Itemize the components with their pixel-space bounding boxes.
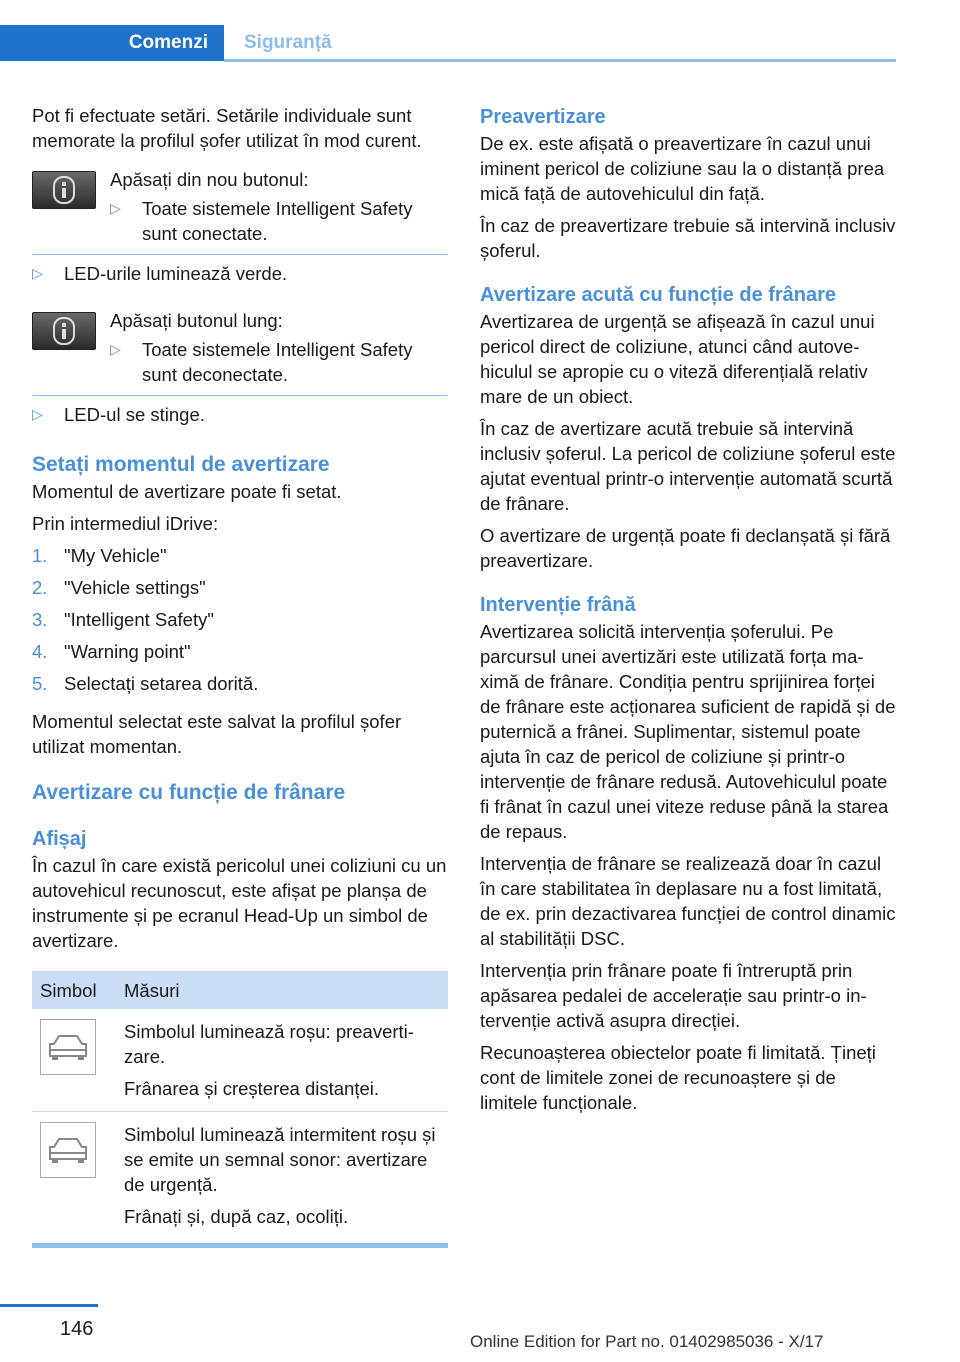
intelligent-safety-button-icon bbox=[32, 312, 96, 350]
button-long-press-instruction bbox=[32, 308, 448, 387]
acute-paragraph-1: Avertizarea de urgență se afișează în cazul unui pericol direct de coliziune, atunci când autovehiculul se apropie cu o viteză diferențială relativ mare de un obiect. bbox=[480, 311, 875, 407]
intervention-paragraph-3: Intervenția prin frânare poate fi întreruptă prin apăsarea pedalei de accelerație sau printr-o intervenție activă asupra direcției. bbox=[480, 960, 867, 1031]
divider bbox=[32, 254, 448, 255]
list-item: 2. "Vehicle settings" bbox=[32, 577, 206, 598]
saved-paragraph: Momentul selectat este salvat la profilul șofer utilizat momentan. bbox=[32, 711, 402, 757]
intervention-paragraph-4: Recunoașterea obiectelor poate fi limitată. Țineți cont de limitele zonei de recunoaștere și de limitele funcționale. bbox=[480, 1042, 876, 1113]
tab-comenzi[interactable]: Comenzi bbox=[0, 25, 224, 61]
tab-siguranta[interactable]: Siguranță bbox=[224, 25, 896, 61]
intervention-paragraph-1: Avertizarea solicită intervenția șoferului. Pe parcursul unei avertizări este utilizată forța maximă de frânare. Condiția pentru sprijinirea forței de frânare este acționarea suficient de rapidă și de puternică a frânei. Suplimentar, sistemul poate ajuta în caz de pericol de coliziune și printr-o intervenție de frânare redusă. Autovehiculul poate fi frânat în cazul unei viteze reduse până la starea de repaus. bbox=[480, 621, 896, 842]
acute-paragraph-2: În caz de avertizare acută trebuie să intervină inclusiv șoferul. La pericol de coliziune șoferul este ajutat eventual printr-o intervenție automată scurtă de frânare. bbox=[480, 418, 896, 514]
led-green-text: LED-urile luminează verde. bbox=[64, 263, 288, 284]
triangle-bullet-icon: ▷ bbox=[110, 341, 121, 357]
table-header-measures: Măsuri bbox=[116, 971, 448, 1009]
systems-on-text: Toate sistemele Intelligent Safety sunt conectate. bbox=[142, 198, 413, 244]
prewarning-paragraph-1: De ex. este afișată o preavertizare în cazul unui iminent pericol de coliziune sau la o distanță prea mică față de autovehiculul din față. bbox=[480, 133, 885, 204]
page-number: 146 bbox=[60, 1318, 94, 1340]
table-row bbox=[32, 1112, 448, 1240]
set-paragraph-1: Momentul de avertizare poate fi setat. bbox=[32, 481, 342, 502]
triangle-bullet-icon: ▷ bbox=[32, 406, 43, 422]
header-bar bbox=[0, 0, 896, 62]
heading-set-warning-time: Setați momentul de avertizare bbox=[32, 453, 330, 476]
acute-paragraph-3: O avertizare de urgență poate fi declanșată și fără preavertizare. bbox=[480, 525, 891, 571]
intelligent-safety-button-icon bbox=[32, 171, 96, 209]
set-paragraph-2: Prin intermediul iDrive: bbox=[32, 513, 219, 534]
triangle-bullet-icon: ▷ bbox=[110, 200, 121, 216]
symbol-table bbox=[32, 971, 448, 1239]
car-warning-icon bbox=[40, 1122, 96, 1178]
intervention-paragraph-2: Intervenția de frânare se realizează doar în cazul în care stabilitatea în deplasare nu a fost limitată, de ex. prin dezactivarea funcției de control dinamic al stabilității DSC. bbox=[480, 853, 896, 949]
table-bottom-border bbox=[32, 1243, 448, 1248]
heading-display: Afișaj bbox=[32, 828, 87, 850]
divider bbox=[32, 395, 448, 396]
page-number-rule bbox=[0, 1304, 98, 1307]
list-item: 5. Selectați setarea dorită. bbox=[32, 673, 259, 694]
header-underline bbox=[224, 59, 896, 62]
edition-footer: Online Edition for Part no. 01402985036 - X/17 bbox=[470, 1332, 824, 1351]
led-green-item bbox=[32, 261, 448, 286]
row2-action: Frânați și, după caz, ocoliți. bbox=[124, 1206, 349, 1227]
press-again-label: Apăsați din nou butonul: bbox=[110, 169, 309, 190]
table-header-symbol: Simbol bbox=[32, 971, 116, 1009]
button-press-instruction bbox=[32, 167, 448, 246]
heading-brake-warning: Avertizare cu funcție de frânare bbox=[32, 781, 346, 804]
heading-acute-warning: Avertizare acută cu funcție de frânare bbox=[480, 284, 837, 306]
intro-paragraph: Pot fi efectuate setări. Setările individuale sunt memorate la profilul șofer utilizat în mod curent. bbox=[32, 105, 422, 151]
row2-condition: Simbolul luminează intermitent roșu și se emite un semnal sonor: avertizare de urgență. bbox=[124, 1124, 436, 1195]
row1-condition: Simbolul luminează roșu: preavertizare. bbox=[124, 1021, 414, 1067]
systems-off-text: Toate sistemele Intelligent Safety sunt deconectate. bbox=[142, 339, 413, 385]
table-row bbox=[32, 1009, 448, 1112]
row1-action: Frânarea și creșterea distanței. bbox=[124, 1078, 380, 1099]
list-item: 3. "Intelligent Safety" bbox=[32, 609, 214, 630]
heading-brake-intervention: Intervenție frână bbox=[480, 594, 636, 616]
triangle-bullet-icon: ▷ bbox=[32, 265, 43, 281]
left-column bbox=[32, 103, 448, 1248]
led-off-item bbox=[32, 402, 448, 427]
car-warning-icon bbox=[40, 1019, 96, 1075]
prewarning-paragraph-2: În caz de preavertizare trebuie să intervină inclusiv șoferul. bbox=[480, 215, 896, 261]
idrive-steps-list bbox=[32, 543, 448, 703]
right-column bbox=[480, 103, 896, 1122]
list-item: 1. "My Vehicle" bbox=[32, 545, 167, 566]
heading-prewarning: Preavertizare bbox=[480, 106, 606, 128]
display-paragraph: În cazul în care există pericolul unei coliziuni cu un autovehicul recunoscut, este afișat pe planșa de instrumente și pe ecranul Head-Up un simbol de avertizare. bbox=[32, 855, 447, 951]
long-press-label: Apăsați butonul lung: bbox=[110, 310, 283, 331]
list-item: 4. "Warning point" bbox=[32, 641, 191, 662]
led-off-text: LED-ul se stinge. bbox=[64, 404, 205, 425]
